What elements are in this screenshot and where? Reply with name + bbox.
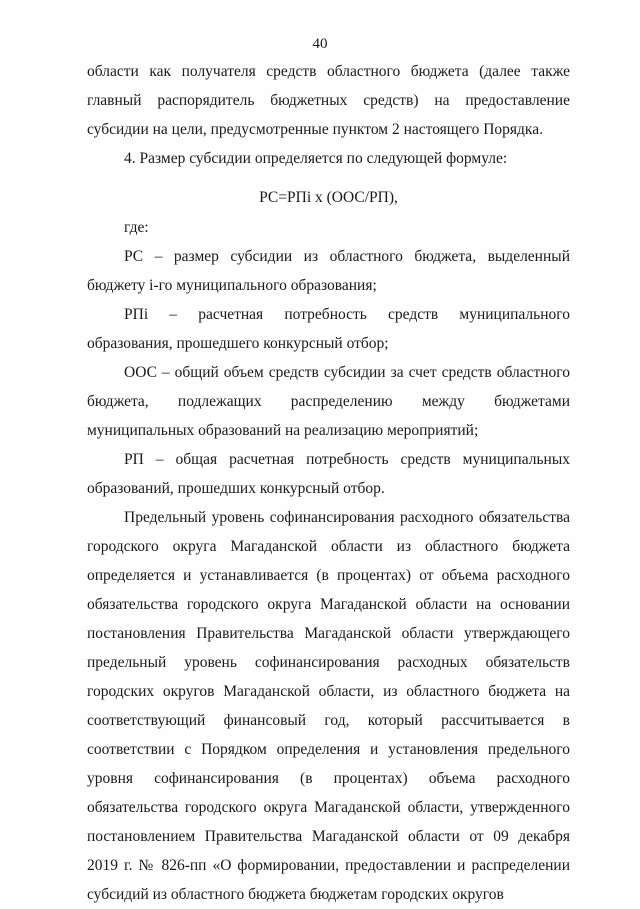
paragraph-item-4: 4. Размер субсидии определяется по следующей формуле: <box>124 150 508 167</box>
paragraph-definition-oos: ООС – общий объем средств субсидии за счет средств областного бюджета, подлежащих распределению между бюджетами муниципальных образований на реализацию мероприятий; <box>87 364 570 439</box>
text-block-top <box>87 57 570 173</box>
text-block-bottom <box>87 213 570 909</box>
paragraph-definition-rs: РС – размер субсидии из областного бюджета, выделенный бюджету i-го муниципального образования; <box>87 248 570 294</box>
page-number: 40 <box>312 36 328 52</box>
paragraph-where: где: <box>124 219 149 236</box>
paragraph-definition-rp: РП – общая расчетная потребность средств муниципальных образований, прошедших конкурсный отбор. <box>87 451 570 497</box>
paragraph-cofinancing-level: Предельный уровень софинансирования расходного обязательства городского округа Магаданской области из областного бюджета определяется и устанавливается (в процентах) от объема расходного обязательства городского округа Магаданской области на основании постановления Правительства Магаданской области утверждающего предельный уровень софинансирования расходных обязательств городских округов Магаданской области, из областного бюджета на соответствующий финансовый год, который рассчитывается в соответствии с Порядком определения и установления предельного уровня софинансирования (в процентах) объема расходного обязательства городского округа Магаданской области, утвержденного постановлением Правительства Магаданской области от 09 декабря 2019 г. № 826-пп «О формировании, предоставлении и распределении субсидий из областного бюджета бюджетам городских округов <box>87 509 570 903</box>
paragraph-continuation: области как получателя средств областного бюджета (далее также главный распорядитель бюджетных средств) на предоставление субсидии на цели, предусмотренные пунктом 2 настоящего Порядка. <box>87 63 570 138</box>
formula: РС=РПi х (ООС/РП), <box>259 189 398 206</box>
formula-block <box>87 183 570 212</box>
paragraph-definition-rpi: РПi – расчетная потребность средств муниципального образования, прошедшего конкурсный отбор; <box>87 306 570 352</box>
